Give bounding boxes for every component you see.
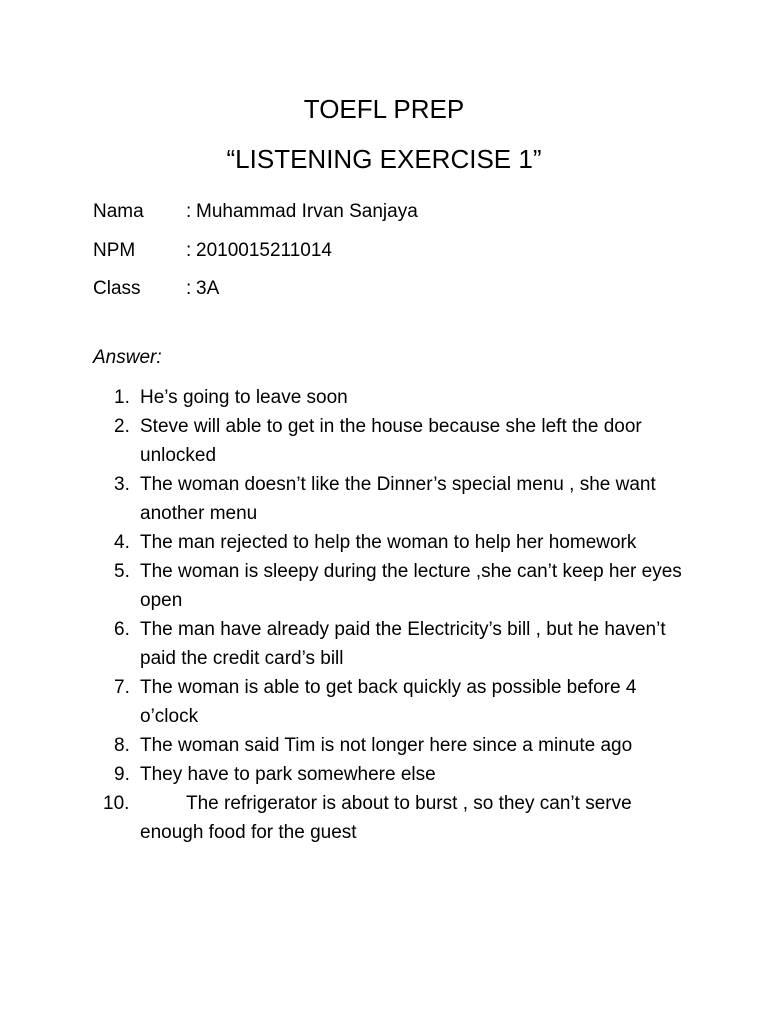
list-item bbox=[0, 470, 768, 528]
list-item-number: 3. bbox=[114, 474, 130, 495]
list-item-text: The man have already paid the Electricity’s bill , but he haven’t paid the credit card’s bill bbox=[140, 619, 666, 669]
student-info bbox=[93, 193, 418, 309]
list-item-number: 7. bbox=[114, 677, 130, 698]
list-item bbox=[0, 557, 768, 615]
info-label: Nama bbox=[93, 201, 144, 223]
list-item-number: 4. bbox=[114, 532, 130, 553]
list-item bbox=[0, 760, 768, 789]
list-item bbox=[0, 731, 768, 760]
info-value: 2010015211014 bbox=[196, 239, 332, 261]
info-label: Class bbox=[93, 278, 141, 300]
info-row-class bbox=[93, 270, 418, 309]
info-separator: : bbox=[186, 278, 192, 300]
list-item-text: The woman is able to get back quickly as possible before 4 o’clock bbox=[140, 677, 637, 727]
info-row-nama bbox=[93, 193, 418, 232]
list-item bbox=[0, 673, 768, 731]
list-item-number: 6. bbox=[114, 619, 130, 640]
list-item-text: The man rejected to help the woman to help her homework bbox=[140, 532, 637, 553]
list-item-text: They have to park somewhere else bbox=[140, 764, 436, 785]
list-item-number: 5. bbox=[114, 561, 130, 582]
answer-heading: Answer: bbox=[93, 347, 162, 368]
list-item bbox=[0, 412, 768, 470]
info-row-npm bbox=[93, 232, 418, 271]
list-item-number: 1. bbox=[114, 387, 130, 408]
list-item-text: The woman is sleepy during the lecture ,she can’t keep her eyes open bbox=[140, 561, 682, 611]
list-item-number: 2. bbox=[114, 416, 130, 437]
list-item-text: The woman said Tim is not longer here since a minute ago bbox=[140, 735, 633, 756]
info-separator: : bbox=[186, 201, 192, 223]
document-title: TOEFL PREP bbox=[303, 94, 465, 124]
list-item-text: He’s going to leave soon bbox=[140, 387, 348, 408]
list-item-number: 10. bbox=[103, 793, 130, 814]
document-subtitle: “LISTENING EXERCISE 1” bbox=[226, 144, 542, 174]
list-item-text: The refrigerator is about to burst , so they can’t serve enough food for the guest bbox=[140, 793, 632, 843]
list-item bbox=[0, 615, 768, 673]
list-item-text: Steve will able to get in the house because she left the door unlocked bbox=[140, 416, 642, 466]
list-item-text: The woman doesn’t like the Dinner’s special menu , she want another menu bbox=[140, 474, 656, 524]
answer-list bbox=[0, 383, 768, 847]
list-item bbox=[0, 528, 768, 557]
list-item bbox=[0, 383, 768, 412]
info-value: Muhammad Irvan Sanjaya bbox=[196, 201, 418, 223]
info-value: 3A bbox=[196, 278, 220, 300]
list-item-number: 9. bbox=[114, 764, 130, 785]
info-separator: : bbox=[186, 239, 192, 261]
list-item-number: 8. bbox=[114, 735, 130, 756]
list-item bbox=[0, 789, 768, 847]
info-label: NPM bbox=[93, 239, 136, 261]
